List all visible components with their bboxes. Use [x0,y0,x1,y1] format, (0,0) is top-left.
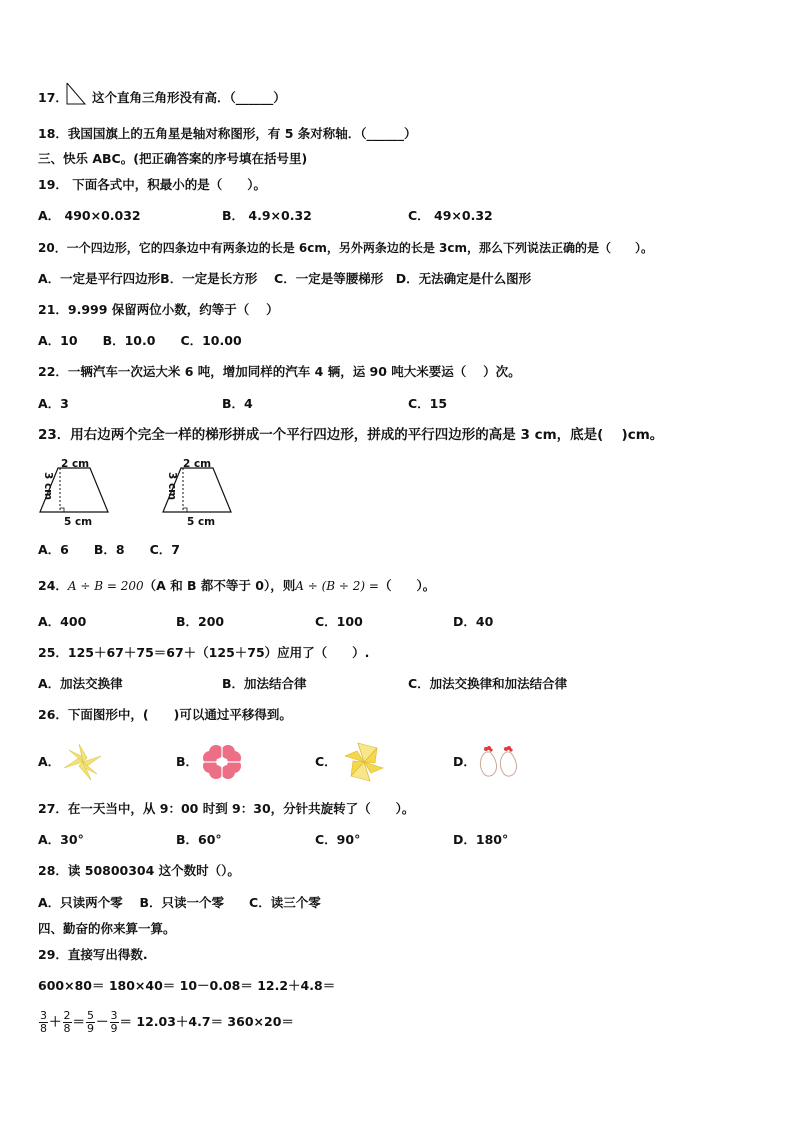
question-28-stem: 28．读 50800304 这个数时（）。 [38,863,240,878]
question-23-stem: 23．用右边两个完全一样的梯形拼成一个平行四边形，拼成的平行四边形的高是 3 cm，底是( )cm。 [38,427,664,443]
q21-options: A．10 B．10.0 C．10.00 [38,333,242,348]
question-17: 17． [38,90,68,105]
q25-option-c: C．加法交换律和加法结合律 [408,676,568,691]
q25-option-a: A．加法交换律 [38,676,123,691]
question-24-stem: 24．A ÷ B = 200（A 和 B 都不等于 0），则A ÷ (B ÷ 2) =（ ）。 [38,578,436,593]
question-27-stem: 27．在一天当中，从 9：00 时到 9：30，分针共旋转了（ ）。 [38,801,415,816]
fraction: $\frac{3}{8}$ [40,1009,47,1035]
q22-option-b: B．4 [222,396,253,411]
q27-option-a: A．30° [38,832,84,847]
q19-option-a: A． 490×0.032 [38,208,141,223]
question-21-stem: 21．9.999 保留两位小数，约等于（ ） [38,302,279,317]
q24-option-d: D．40 [453,614,494,629]
trapezoid-top-label: 2 cm [183,458,212,470]
q23-options: A．6 B．8 C．7 [38,542,180,557]
pinwheel-icon [62,742,104,782]
fraction: $\frac{5}{9}$ [87,1009,95,1035]
question-17-text: 这个直角三角形没有高．（______） [92,90,286,105]
right-triangle-icon [66,82,86,106]
section-3-heading: 三、快乐 ABC。(把正确答案的序号填在括号里) [38,151,308,166]
q22-option-a: A．3 [38,396,69,411]
q19-option-c: C． 49×0.32 [408,208,493,223]
question-29-stem: 29．直接写出得数. [38,947,148,962]
q24-option-a: A．400 [38,614,87,629]
q19-option-b: B． 4.9×0.32 [222,208,312,223]
trapezoid-top-label: 2 cm [61,458,90,470]
question-20-stem: 20．一个四边形，它的四条边中有两条边的长是 6cm，另外两条边的长是 3cm，那么下列说法正确的是（ ）。 [38,241,653,255]
q29-row-1: 600×80＝ 180×40＝ 10－0.08＝ 12.2＋4.8＝ [38,978,336,993]
trapezoid-bottom-label: 5 cm [64,516,93,528]
q20-options: A．一定是平行四边形B．一定是长方形 C．一定是等腰梯形 D．无法确定是什么图形 [38,271,532,286]
q22-option-c: C．15 [408,396,448,411]
fraction: $\frac{2}{8}$ [63,1009,71,1035]
question-25-stem: 25．125＋67＋75＝67＋（125＋75）应用了（ ）. [38,645,370,660]
fraction: $\frac{3}{9}$ [110,1009,118,1035]
q24-option-c: C．100 [315,614,363,629]
q27-option-b: B．60° [176,832,222,847]
q27-option-d: D．180° [453,832,509,847]
q26-option-b: B． [176,754,199,769]
q26-option-a: A． [38,754,61,769]
q26-option-c: C． [315,754,337,769]
question-26-stem: 26．下面图形中，( )可以通过平移得到。 [38,707,292,722]
q27-option-c: C．90° [315,832,361,847]
q24-option-b: B．200 [176,614,225,629]
trapezoid-bottom-label: 5 cm [187,516,216,528]
q29-row-2: $\frac{3}{8}$ ＋ $\frac{2}{8}$ ＝ $\frac{5}{9}$ － $\frac{3}{9}$ ＝ 12.03＋4.7＝ 360×20＝ [40,1009,294,1035]
four-heart-flower-icon [200,742,244,782]
trapezoid-height-label: 3 cm [42,472,54,501]
star-pinwheel-icon [342,741,386,783]
question-18: 18．我国国旗上的五角星是轴对称图形，有 5 条对称轴．（______） [38,126,417,141]
q26-option-d: D． [453,754,476,769]
question-22-stem: 22．一辆汽车一次运大米 6 吨，增加同样的汽车 4 辆，运 90 吨大米要运（ ）次。 [38,364,521,379]
trapezoid-height-label: 3 cm [166,472,178,501]
question-19-stem: 19． 下面各式中，积最小的是（ ）。 [38,177,266,192]
q25-option-b: B．加法结合律 [222,676,307,691]
section-4-heading: 四、勤奋的你来算一算。 [38,921,176,936]
q28-options: A．只读两个零 B．只读一个零 C．读三个零 [38,895,321,910]
two-hens-icon [476,744,524,780]
